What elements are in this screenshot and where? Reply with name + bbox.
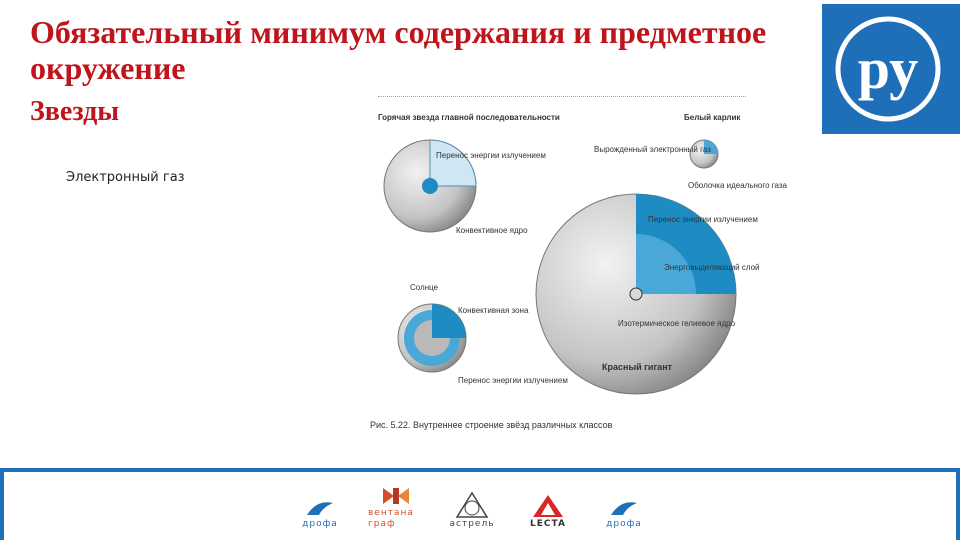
publisher-lecta xyxy=(520,484,576,530)
footer-top-border xyxy=(0,468,960,472)
publisher-drofa-2 xyxy=(596,484,652,530)
publisher-astrel xyxy=(444,484,500,530)
sun-label: Солнце xyxy=(410,283,439,292)
slide-title: Обязательный минимум содержания и предметное окружение xyxy=(30,14,767,86)
sun-diagram xyxy=(398,304,466,372)
hot-star-label: Горячая звезда главной последовательности xyxy=(378,113,560,122)
dotted-divider xyxy=(378,96,746,97)
drofa-logo-icon xyxy=(607,497,641,519)
publisher-ventana-graf xyxy=(368,484,424,530)
publisher-name: дрофа xyxy=(606,519,642,529)
publisher-drofa xyxy=(292,484,348,530)
ventana-graf-logo-icon xyxy=(379,484,413,508)
ideal-gas-shell-label: Оболочка идеального газа xyxy=(688,181,787,190)
publisher-name: астрель xyxy=(449,519,495,529)
drofa-logo-icon xyxy=(303,497,337,519)
footer-left-border xyxy=(0,468,4,540)
ru-logo xyxy=(822,4,960,134)
slide-subtitle: Звезды xyxy=(30,96,120,127)
sun-radiative-label: Перенос энергии излучением xyxy=(458,376,568,385)
body-text: Электронный газ xyxy=(66,170,185,185)
hot-convective-core-label: Конвективное ядро xyxy=(456,226,528,235)
degenerate-gas-label: Вырожденный электронный газ xyxy=(594,145,711,154)
hot-radiative-label: Перенос энергии излучением xyxy=(436,151,546,160)
energy-shell-label: Энерговыделяющий слой xyxy=(664,263,760,272)
publisher-name: дрофа xyxy=(302,519,338,529)
figure-caption: Рис. 5.22. Внутреннее строение звёзд различных классов xyxy=(370,420,613,430)
publisher-name: LECTA xyxy=(530,519,566,529)
helium-core-label: Изотермическое гелиевое ядро xyxy=(618,319,736,328)
ru-logo-icon xyxy=(822,4,960,134)
sun-convective-zone-label: Конвективная зона xyxy=(458,306,529,315)
white-dwarf-label: Белый карлик xyxy=(684,113,741,122)
publisher-name: вентана граф xyxy=(368,508,414,529)
ru-logo-text: ру xyxy=(857,36,919,101)
lecta-logo-icon xyxy=(531,493,565,519)
rg-radiative-label: Перенос энергии излучением xyxy=(648,215,758,224)
star-structure-figure xyxy=(366,108,787,448)
footer-right-border xyxy=(956,468,960,540)
astrel-logo-icon xyxy=(455,491,489,519)
red-giant-label: Красный гигант xyxy=(602,362,673,372)
publisher-logos xyxy=(292,484,652,530)
